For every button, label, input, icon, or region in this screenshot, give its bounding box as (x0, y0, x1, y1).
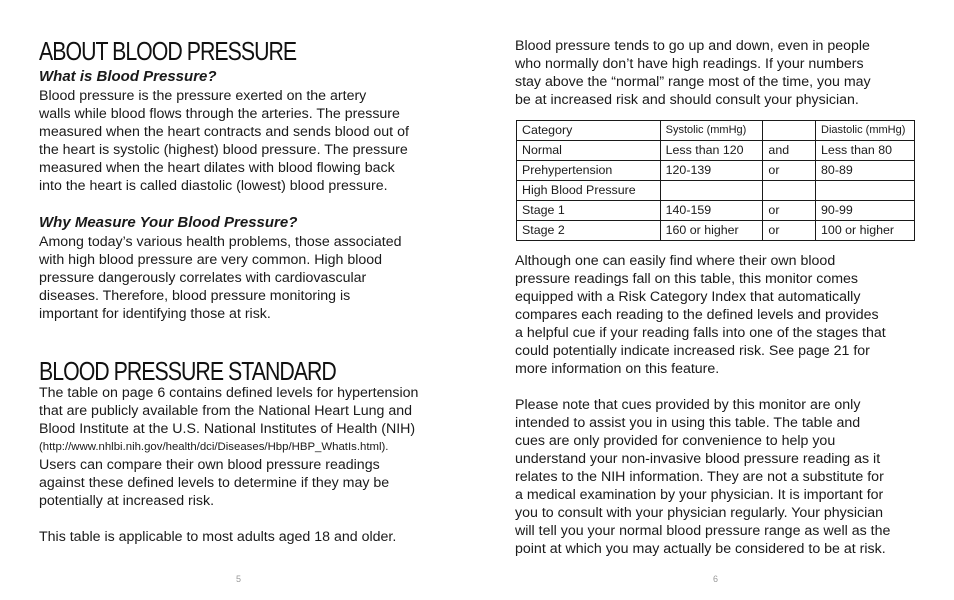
text-line: point at which you may actually be considered to be at risk. (515, 541, 886, 557)
text-line: The table on page 6 contains defined levels for hypertension (39, 385, 419, 401)
text-line: Blood Institute at the U.S. National Institutes of Health (NIH) (39, 421, 416, 437)
cell-systolic: Less than 120 (660, 141, 763, 161)
text-line: Among today’s various health problems, those associated (39, 234, 402, 250)
text-line: stay above the “normal” range most of the time, you may (515, 74, 871, 90)
text-line: who normally don’t have high readings. If your numbers (515, 56, 864, 72)
right-page (515, 0, 915, 600)
text-line: a medical examination by your physician. It is important for (515, 487, 884, 503)
header-diastolic: Diastolic (mmHg) (816, 121, 915, 141)
table-row (517, 221, 915, 241)
cell-connector: or (763, 201, 816, 221)
heading-blood-pressure-standard: BLOOD PRESSURE STANDARD (39, 356, 336, 386)
cell-diastolic: Less than 80 (816, 141, 915, 161)
text-line: with high blood pressure are very common. High blood (39, 252, 383, 268)
cell-category: High Blood Pressure (517, 181, 661, 201)
cell-systolic: 160 or higher (660, 221, 763, 241)
cell-systolic (660, 181, 763, 201)
cell-category: Prehypertension (517, 161, 661, 181)
page-number: 6 (713, 574, 719, 584)
cell-systolic: 140-159 (660, 201, 763, 221)
text-line: against these defined levels to determine if they may be (39, 475, 390, 491)
text-line: Blood pressure tends to go up and down, even in people (515, 38, 870, 54)
cell-diastolic: 90-99 (816, 201, 915, 221)
left-page (39, 0, 449, 600)
text-line: more information on this feature. (515, 361, 720, 377)
text-line: understand your non-invasive blood pressure reading as it (515, 451, 881, 467)
table-row (517, 201, 915, 221)
cell-category: Stage 2 (517, 221, 661, 241)
header-connector (763, 121, 816, 141)
text-line: Blood pressure is the pressure exerted on the artery (39, 88, 367, 104)
text-line: diseases. Therefore, blood pressure monitoring is (39, 288, 351, 304)
text-line: equipped with a Risk Category Index that automatically (515, 289, 861, 305)
cell-systolic: 120-139 (660, 161, 763, 181)
url-line: (http://www.nhlbi.nih.gov/health/dci/Diseases/Hbp/HBP_WhatIs.html). (39, 441, 389, 453)
text-line: relates to the NIH information. They are not a substitute for (515, 469, 884, 485)
paragraph-disclaimer (515, 396, 890, 558)
paragraph-why-measure (39, 233, 402, 323)
text-line: potentially at increased risk. (39, 493, 215, 509)
text-line: Users can compare their own blood pressure readings (39, 457, 380, 473)
cell-diastolic: 80-89 (816, 161, 915, 181)
cell-diastolic (816, 181, 915, 201)
paragraph-standard (39, 384, 418, 510)
table-header-row (517, 121, 915, 141)
text-line: intended to assist you in using this table. The table and (515, 415, 861, 431)
text-line: be at increased risk and should consult your physician. (515, 92, 859, 108)
text-line: important for identifying those at risk. (39, 306, 271, 322)
text-line: compares each reading to the defined levels and provides (515, 307, 879, 323)
text-line: that are publicly available from the National Heart Lung and (39, 403, 413, 419)
cell-connector: or (763, 161, 816, 181)
paragraph-what-is (39, 87, 409, 195)
text-line: Please note that cues provided by this monitor are only (515, 397, 861, 413)
cell-category: Stage 1 (517, 201, 661, 221)
text-line: measured when the heart dilates with blood flowing back (39, 160, 395, 176)
table-row (517, 181, 915, 201)
cell-connector: and (763, 141, 816, 161)
header-category: Category (517, 121, 661, 141)
table-row (517, 141, 915, 161)
subheading-what-is-blood-pressure: What is Blood Pressure? (39, 68, 217, 85)
cell-category: Normal (517, 141, 661, 161)
paragraph-intro (515, 37, 871, 109)
blood-pressure-table (516, 120, 915, 241)
text-line: a helpful cue if your reading falls into one of the stages that (515, 325, 886, 341)
paragraph-applicable: This table is applicable to most adults aged 18 and older. (39, 529, 397, 545)
text-line: walls while blood flows through the arteries. The pressure (39, 106, 400, 122)
text-line: into the heart is called diastolic (lowest) blood pressure. (39, 178, 388, 194)
header-systolic: Systolic (mmHg) (660, 121, 763, 141)
text-line: could potentially indicate increased risk. See page 21 for (515, 343, 870, 359)
heading-about-blood-pressure: ABOUT BLOOD PRESSURE (39, 36, 297, 66)
cell-connector (763, 181, 816, 201)
text-line: you to consult with your physician regularly. Your physician (515, 505, 884, 521)
table-row (517, 161, 915, 181)
paragraph-risk-index (515, 252, 886, 378)
text-line: the heart is systolic (highest) blood pressure. The pressure (39, 142, 408, 158)
text-line: will tell you your normal blood pressure range as well as the (515, 523, 891, 539)
text-line: measured when the heart contracts and sends blood out of (39, 124, 409, 140)
cell-diastolic: 100 or higher (816, 221, 915, 241)
subheading-why-measure: Why Measure Your Blood Pressure? (39, 214, 298, 231)
page-number: 5 (236, 574, 242, 584)
text-line: cues are only provided for convenience to help you (515, 433, 836, 449)
text-line: Although one can easily find where their own blood (515, 253, 836, 269)
cell-connector: or (763, 221, 816, 241)
text-line: pressure readings fall on this table, this monitor comes (515, 271, 859, 287)
text-line: pressure dangerously correlates with cardiovascular (39, 270, 367, 286)
